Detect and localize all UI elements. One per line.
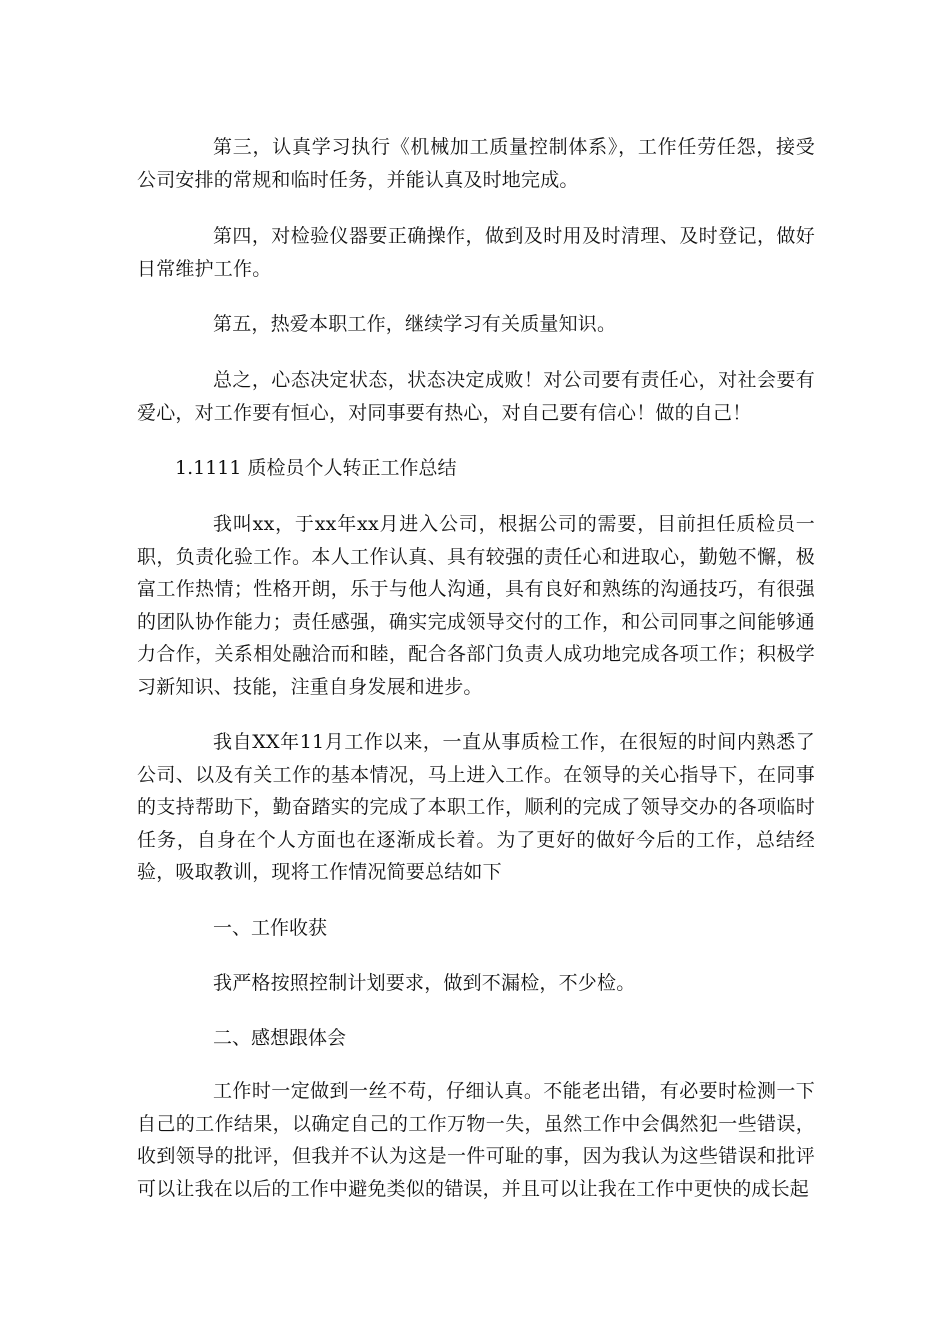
subheading-work-gains: 一、工作收获 <box>213 917 328 939</box>
paragraph-fourth-point: 第四，对检验仪器要正确操作，做到及时用及时清理、及时登记，做好日常维护工作。 <box>137 225 815 280</box>
subheading-reflections: 二、感想跟体会 <box>213 1027 347 1049</box>
paragraph-self-introduction: 我叫xx，于xx年xx月进入公司，根据公司的需要，目前担任质检员一职，负责化验工作。本人工作认真、具有较强的责任心和进取心，勤勉不懈，极富工作热情；性格开朗，乐于与他人沟通，具有良好和熟练的沟通技巧，有很强的团队协作能力；责任感强，确实完成领导交付的工作，和公司同事之间能够通力合作，关系相处融洽而和睦，配合各部门负责人成功地完成各项工作；积极学习新知识、技能，注重自身发展和进步。 <box>137 513 815 698</box>
section-heading: 1.1111 质检员个人转正工作总结 <box>175 457 457 479</box>
paragraph-inspection-control: 我严格按照控制计划要求，做到不漏检，不少检。 <box>213 972 636 994</box>
paragraph-fifth-point: 第五，热爱本职工作，继续学习有关质量知识。 <box>213 313 617 335</box>
paragraph-third-point: 第三，认真学习执行《机械加工质量控制体系》，工作任劳任怨，接受公司安排的常规和临时任务，并能认真及时地完成。 <box>137 136 815 191</box>
paragraph-conclusion: 总之，心态决定状态，状态决定成败！对公司要有责任心，对社会要有爱心，对工作要有恒心，对同事要有热心，对自己要有信心！做的自己！ <box>137 369 815 424</box>
paragraph-reflections-body: 工作时一定做到一丝不苟，仔细认真。不能老出错，有必要时检测一下自己的工作结果，以确定自己的工作万物一失，虽然工作中会偶然犯一些错误，收到领导的批评，但我并不认为这是一件可耻的事，因为我认为这些错误和批评可以让我在以后的工作中避免类似的错误，并且可以让我在工作中更快的成长起 <box>137 1080 815 1200</box>
paragraph-work-summary: 我自XX年11月工作以来，一直从事质检工作，在很短的时间内熟悉了公司、以及有关工作的基本情况，马上进入工作。在领导的关心指导下，在同事的支持帮助下，勤奋踏实的完成了本职工作，顺利的完成了领导交办的各项临时任务，自身在个人方面也在逐渐成长着。为了更好的做好今后的工作，总结经验，吸取教训，现将工作情况简要总结如下 <box>137 731 815 883</box>
